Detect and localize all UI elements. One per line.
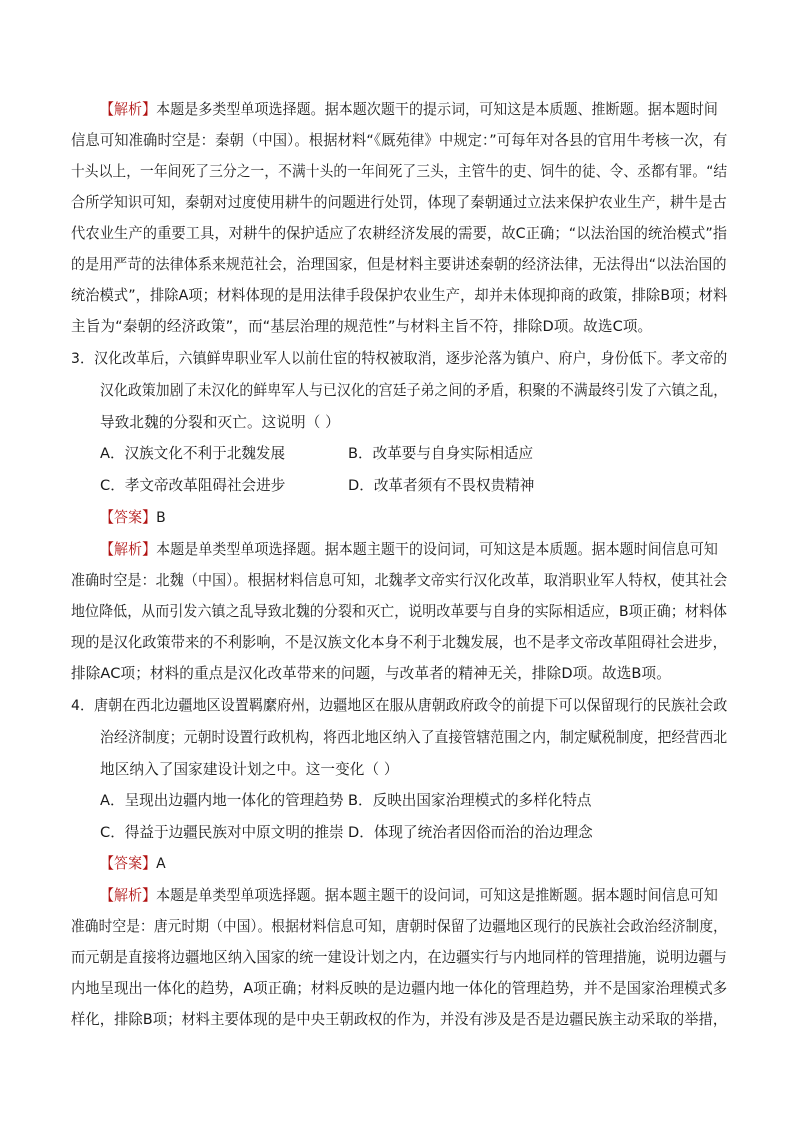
analysis-line: 的是用严苛的法律体系来规范社会，治理国家，但是材料主要讲述秦朝的经济法律，无法得出“以法治国的 xyxy=(71,256,727,273)
analysis-text: 本题是多类型单项选择题。据本题次题干的提示词，可知这是本质题、推断题。据本题时间 xyxy=(156,101,718,118)
answer-tag: 【答案】 xyxy=(100,509,157,526)
analysis-tag: 【解析】 xyxy=(100,541,157,558)
question-3-option-c: C．孝文帝改革阻碍社会进步 xyxy=(100,477,286,494)
question-3-stem-line: 汉化政策加剧了未汉化的鲜卑军人与已汉化的宫廷子弟之间的矛盾，积聚的不满最终引发了六镇之乱， xyxy=(100,382,728,399)
analysis-line: 统治模式”，排除A项；材料体现的是用法律手段保护农业生产，却并未体现抑商的政策，排除B项；材料 xyxy=(71,287,728,304)
question-3-option-d: D．改革者须有不畏权贵精神 xyxy=(348,477,535,494)
analysis-line: 十头以上，一年间死了三分之一，不满十头的一年间死了三头，主管牛的吏、饲牛的徒、令、丞都有罪。“结 xyxy=(71,163,728,180)
question-3-option-a: A．汉族文化不利于北魏发展 xyxy=(100,445,286,462)
question-3-option-b: B．改革要与自身实际相适应 xyxy=(348,445,534,462)
question-4-analysis-line: 准确时空是：唐元时期（中国）。根据材料信息可知，唐朝时保留了边疆地区现行的民族社会政治经济制度， xyxy=(71,918,727,935)
question-3-stem-line: 导致北魏的分裂和灭亡。这说明（ ） xyxy=(100,414,340,431)
question-3-analysis-line: 地位降低，从而引发六镇之乱导致北魏的分裂和灭亡，说明改革要与自身的实际相适应，B项正确；材料体 xyxy=(71,603,728,620)
question-3-stem-line: 3．汉化改革后，六镇鲜卑职业军人以前仕宦的特权被取消，逐步沦落为镇户、府户，身份低下。孝文帝的 xyxy=(71,350,728,367)
question-4-option-b: B．反映出国家治理模式的多样化特点 xyxy=(348,792,592,809)
question-4-stem-line: 地区纳入了国家建设计划之中。这一变化（ ） xyxy=(100,761,399,778)
question-number: 3． xyxy=(71,350,95,367)
question-4-stem-line: 治经济制度；元朝时设置行政机构，将西北地区纳入了直接管辖范围之内，制定赋税制度，把经营西北 xyxy=(100,729,728,746)
answer-tag: 【答案】 xyxy=(100,855,157,872)
question-3-analysis-line: 排除AC项；材料的重点是汉化改革带来的问题，与改革者的精神无关，排除D项。故选B项。 xyxy=(71,665,671,682)
question-4-analysis-line: 内地呈现出一体化的趋势，A项正确；材料反映的是边疆内地一体化的管理趋势，并不是国家治理模式多 xyxy=(71,980,728,997)
question-4-option-c: C．得益于边疆民族对中原文明的推崇 xyxy=(100,824,344,841)
analysis-tag: 【解析】 xyxy=(100,887,157,904)
question-3-answer: 【答案】B xyxy=(100,509,166,526)
question-3-analysis-line: 【解析】本题是单类型单项选择题。据本题主题干的设问词，可知这是本质题。据本题时间信息可知 xyxy=(100,541,718,558)
question-4-option-d: D．体现了统治者因俗而治的治边理念 xyxy=(348,824,593,841)
analysis-line xyxy=(100,99,727,121)
question-4-analysis-line: 而元朝是直接将边疆地区纳入国家的统一建设计划之内，在边疆实行与内地同样的管理措施，说明边疆与 xyxy=(71,949,727,966)
question-4-analysis-line: 【解析】本题是单类型单项选择题。据本题主题干的设问词，可知这是推断题。据本题时间信息可知 xyxy=(100,887,718,904)
question-4-answer: 【答案】A xyxy=(100,855,166,872)
analysis-line: 信息可知准确时空是：秦朝（中国）。根据材料“《厩苑律》中规定：”可每年对各县的官用牛考核一次，有 xyxy=(71,132,728,149)
question-4-option-a: A．呈现出边疆内地一体化的管理趋势 xyxy=(100,792,344,809)
question-4-analysis-line: 样化，排除B项；材料主要体现的是中央王朝政权的作为，并没有涉及是否是边疆民族主动采取的举措， xyxy=(71,1011,728,1028)
question-4-stem-line: 4．唐朝在西北边疆地区设置羁縻府州，边疆地区在服从唐朝政府政令的前提下可以保留现行的民族社会政 xyxy=(71,697,728,714)
analysis-tag: 【解析】 xyxy=(100,101,157,118)
analysis-line: 代农业生产的重要工具，对耕牛的保护适应了农耕经济发展的需要，故C正确；“以法治国的统治模式”指 xyxy=(71,225,728,242)
question-3-analysis-line: 准确时空是：北魏（中国）。根据材料信息可知，北魏孝文帝实行汉化改革，取消职业军人特权，使其社会 xyxy=(71,572,728,589)
question-number: 4． xyxy=(71,697,95,714)
analysis-line: 主旨为“秦朝的经济政策”，而“基层治理的规范性”与材料主旨不符，排除D项。故选C项。 xyxy=(71,318,653,335)
question-3-analysis-line: 现的是汉化政策带来的不利影响，不是汉族文化本身不利于北魏发展，也不是孝文帝改革阻碍社会进步， xyxy=(71,634,727,651)
analysis-line: 合所学知识可知，秦朝对过度使用耕牛的问题进行处罚，体现了秦朝通过立法来保护农业生产，耕牛是古 xyxy=(71,194,727,211)
